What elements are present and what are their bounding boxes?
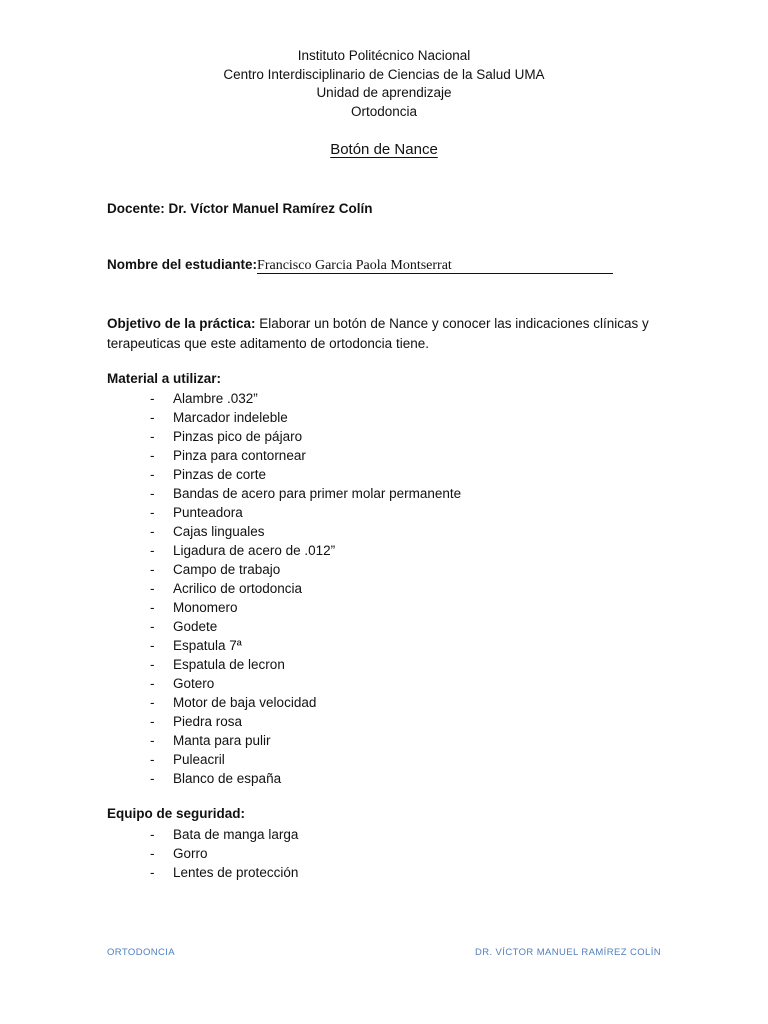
list-item-text: Campo de trabajo <box>173 562 281 577</box>
objective-paragraph <box>107 314 667 353</box>
list-dash: - <box>150 846 155 861</box>
materials-heading: Material a utilizar: <box>107 371 222 386</box>
list-item-text: Bandas de acero para primer molar permanente <box>173 486 462 501</box>
list-dash: - <box>150 752 155 767</box>
list-item-text: Bata de manga larga <box>173 827 299 842</box>
learning-unit: Unidad de aprendizaje <box>316 85 452 101</box>
list-dash: - <box>150 505 155 520</box>
list-dash: - <box>150 657 155 672</box>
document-header <box>0 47 768 122</box>
list-item-text: Cajas linguales <box>173 524 265 539</box>
list-dash: - <box>150 524 155 539</box>
list-item-text: Acrilico de ortodoncia <box>173 581 303 596</box>
list-dash: - <box>150 619 155 634</box>
center-name: Centro Interdisciplinario de Ciencias de la Salud UMA <box>223 66 545 82</box>
list-item-text: Espatula 7ª <box>173 638 242 653</box>
list-item-text: Pinzas pico de pájaro <box>173 429 303 444</box>
list-item-text: Godete <box>173 619 218 634</box>
list-dash: - <box>150 486 155 501</box>
list-dash: - <box>150 562 155 577</box>
list-item-text: Piedra rosa <box>173 714 243 729</box>
list-item-text: Monomero <box>173 600 238 615</box>
list-dash: - <box>150 543 155 558</box>
list-dash: - <box>150 865 155 880</box>
list-dash: - <box>150 581 155 596</box>
list-item-text: Blanco de españa <box>173 771 282 786</box>
list-dash: - <box>150 771 155 786</box>
list-dash: - <box>150 827 155 842</box>
student-line <box>107 257 613 274</box>
footer-right: DR. VÍCTOR MANUEL RAMÍREZ COLÍN <box>474 947 661 958</box>
document-title: Botón de Nance <box>330 141 438 158</box>
list-item-text: Motor de baja velocidad <box>173 695 317 710</box>
safety-equipment-heading: Equipo de seguridad: <box>107 806 246 821</box>
list-item-text: Pinza para contornear <box>173 448 306 463</box>
list-dash: - <box>150 467 155 482</box>
teacher-line: Docente: Dr. Víctor Manuel Ramírez Colín <box>107 201 373 216</box>
list-item-text: Ligadura de acero de .012” <box>173 543 336 558</box>
list-dash: - <box>150 429 155 444</box>
subject-name: Ortodoncia <box>350 104 418 120</box>
list-dash: - <box>150 714 155 729</box>
student-name-field: Francisco Garcia Paola Montserrat <box>257 258 613 274</box>
list-item-text: Pinzas de corte <box>173 467 267 482</box>
list-dash: - <box>150 600 155 615</box>
list-dash: - <box>150 638 155 653</box>
list-dash: - <box>150 733 155 748</box>
list-dash: - <box>150 410 155 425</box>
list-item-text: Punteadora <box>173 505 243 520</box>
list-item-text: Lentes de protección <box>173 865 299 880</box>
list-item-text: Gotero <box>173 676 215 691</box>
objective-label: Objetivo de la práctica: <box>107 316 256 331</box>
list-dash: - <box>150 448 155 463</box>
list-item-text: Espatula de lecron <box>173 657 285 672</box>
list-dash: - <box>150 391 155 406</box>
list-item-text: Puleacril <box>173 752 225 767</box>
list-item-text: Gorro <box>173 846 208 861</box>
list-item-text: Marcador indeleble <box>173 410 288 425</box>
list-item-text: Manta para pulir <box>173 733 271 748</box>
document-title-container <box>0 141 768 158</box>
list-dash: - <box>150 695 155 710</box>
footer-left: ORTODONCIA <box>107 947 176 958</box>
student-label: Nombre del estudiante: <box>107 257 258 272</box>
institution-name: Instituto Politécnico Nacional <box>297 48 471 63</box>
list-item-text: Alambre .032” <box>173 391 258 406</box>
objective-text: Elaborar un botón de Nance y conocer las indicaciones clínicas y terapeuticas que este aditamento de ortodoncia tiene. <box>107 316 649 351</box>
list-dash: - <box>150 676 155 691</box>
